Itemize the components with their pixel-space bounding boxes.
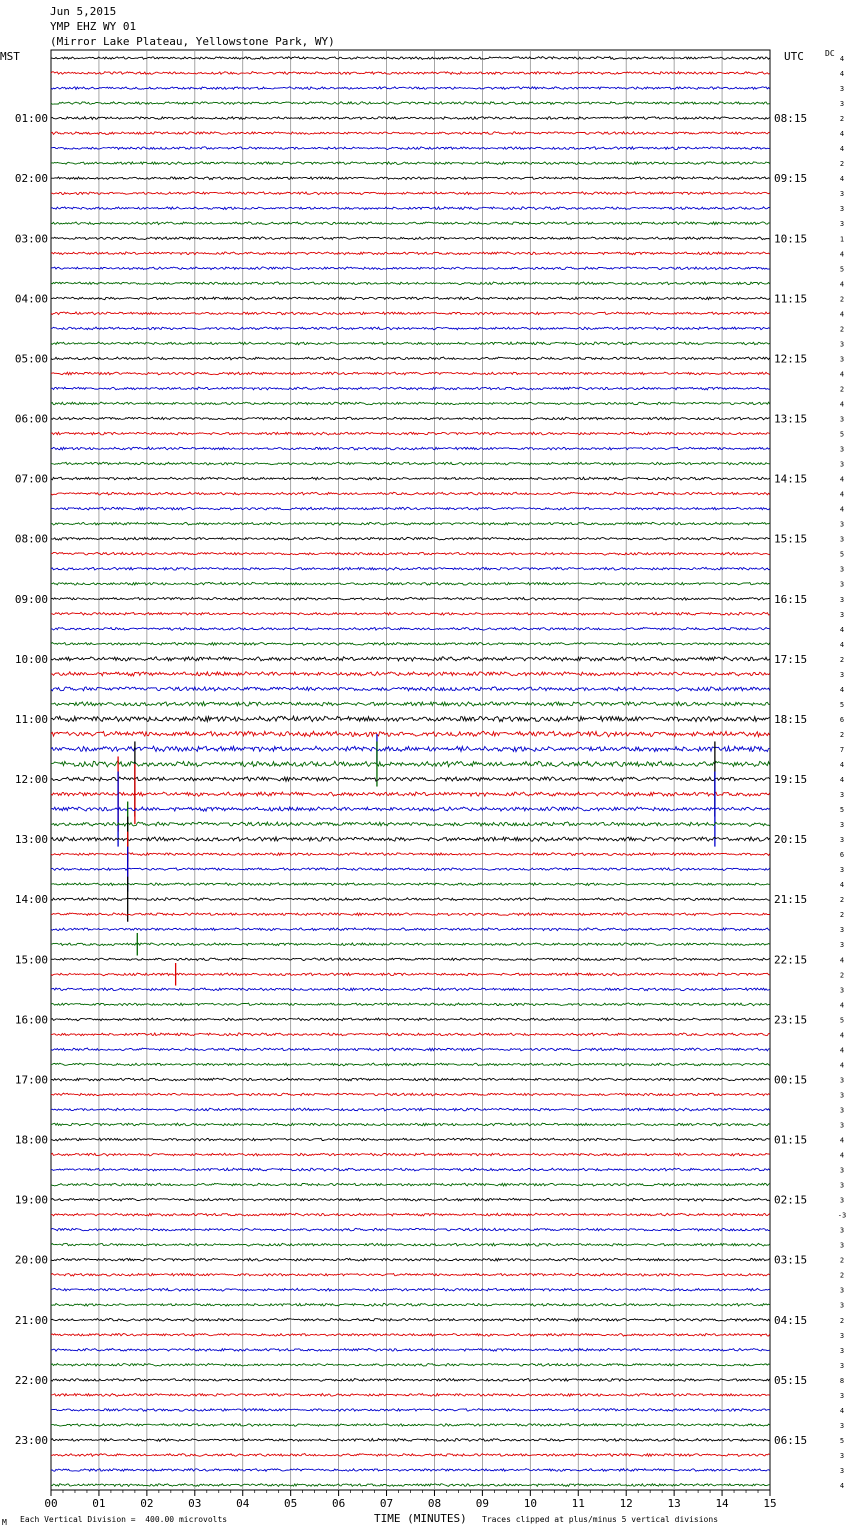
trace-line [51,1424,770,1427]
trace-line [51,357,770,360]
mst-hour-label: 22:00 [14,1373,48,1387]
right-zone-label: UTC [784,50,804,63]
x-tick-label-10: 10 [523,1497,537,1510]
dc-offset-label: 7 [839,745,845,754]
dc-offset-label: 3 [839,445,845,454]
dc-offset-label: 3 [839,580,845,589]
trace-line [51,1078,770,1081]
mst-hour-label: 20:00 [14,1253,48,1267]
trace-line [51,746,770,751]
trace-line [51,552,770,555]
mst-hour-label: 03:00 [14,232,48,246]
utc-hour-label: 06:15 [774,1433,808,1447]
x-tick-label-05: 05 [284,1497,298,1510]
trace-line [51,1018,770,1021]
trace-line [51,1048,770,1051]
dc-offset-label: 3 [839,220,845,229]
dc-offset-label: 4 [839,956,845,965]
dc-offset-label: 2 [839,295,845,304]
utc-hour-label: 16:15 [774,592,808,606]
x-tick-label-06: 06 [331,1497,346,1510]
dc-offset-label: 3 [839,415,845,424]
dc-offset-label: 3 [839,1391,845,1400]
dc-offset-label: 3 [839,1181,845,1190]
dc-offset-label: 5 [839,430,845,439]
left-zone-label: MST [0,50,20,63]
trace-line [51,312,770,315]
trace-line [51,492,770,495]
dc-offset-label: 2 [839,896,845,905]
dc-offset-label: 3 [839,1196,845,1205]
dc-offset-label: 5 [839,700,845,709]
x-tick-label-08: 08 [427,1497,442,1510]
dc-offset-label: 4 [839,1406,845,1415]
trace-line [51,731,770,737]
dc-offset-label: 2 [839,385,845,394]
mst-hour-label: 01:00 [14,112,48,126]
corner-mark: M [2,1518,7,1527]
utc-hour-label: 09:15 [774,172,808,186]
dc-offset-label: 3 [839,866,845,875]
trace-line [51,898,770,901]
dc-offset-label: 4 [839,400,845,409]
trace-line [51,1484,770,1487]
utc-hour-label: 05:15 [774,1373,808,1387]
dc-offset-label: 3 [839,1091,845,1100]
mst-hour-label: 15:00 [14,953,48,967]
dc-offset-label: 3 [839,836,845,845]
clip-note: Traces clipped at plus/minus 5 vertical divisions [482,1515,719,1524]
dc-offset-label: 3 [839,520,845,529]
trace-line [51,222,770,225]
x-tick-label-00: 00 [44,1497,58,1510]
trace-line [51,853,770,856]
mst-hour-label: 13:00 [14,833,48,847]
dc-offset-label: 3 [839,1106,845,1115]
trace-line [51,192,770,195]
dc-offset-label: 3 [839,1226,845,1235]
trace-line [51,868,770,871]
dc-offset-label: 3 [839,986,845,995]
trace-line [51,402,770,405]
dc-offset-label: 5 [839,265,845,274]
trace-line [51,792,770,796]
dc-offset-label: 1 [839,235,845,244]
dc-offset-label: 3 [839,355,845,364]
trace-line [51,612,770,615]
dc-offset-label: 2 [839,911,845,920]
dc-offset-label: 4 [839,475,845,484]
utc-hour-label: 22:15 [774,953,808,967]
trace-line [51,1348,770,1351]
dc-offset-label: 5 [839,1016,845,1025]
trace-line [51,342,770,345]
utc-hour-label: 20:15 [774,833,808,847]
trace-line [51,432,770,435]
trace-line [51,507,770,510]
trace-line [51,522,770,525]
dc-offset-label: 4 [839,175,845,184]
dc-offset-label: 4 [839,640,845,649]
trace-line [51,297,770,300]
trace-line [51,761,770,767]
dc-offset-label: 3 [839,1451,845,1460]
trace-line [51,1318,770,1321]
utc-hour-label: 14:15 [774,472,808,486]
dc-offset-label: 3 [839,791,845,800]
utc-hour-label: 19:15 [774,773,808,787]
x-tick-label-14: 14 [715,1497,729,1510]
dc-offset-label: 2 [839,655,845,664]
trace-line [51,1153,770,1156]
dc-offset-label: 4 [839,1482,845,1490]
mst-hour-label: 18:00 [14,1133,48,1147]
utc-hour-label: 15:15 [774,532,808,546]
mst-hour-label: 21:00 [14,1313,48,1327]
utc-hour-label: 17:15 [774,652,808,666]
trace-group [51,57,770,1487]
utc-hour-label: 18:15 [774,712,808,726]
dc-offset-label: 3 [839,670,845,679]
trace-line [51,687,770,691]
trace-line [51,1123,770,1126]
mst-hour-label: 04:00 [14,292,48,306]
trace-line [51,1334,770,1337]
trace-line [51,537,770,540]
trace-line [51,132,770,135]
trace-line [51,252,770,255]
trace-line [51,147,770,150]
mst-hour-label: 11:00 [14,712,48,726]
utc-hour-label: 08:15 [774,112,808,126]
trace-line [51,657,770,661]
dc-offset-label: 4 [839,130,845,139]
dc-offset-label: 4 [839,1151,845,1160]
x-tick-label-04: 04 [236,1497,250,1510]
trace-line [51,1168,770,1171]
mst-hour-label: 17:00 [14,1073,48,1087]
x-tick-label-03: 03 [188,1497,202,1510]
x-axis-title: TIME (MINUTES) [374,1512,467,1525]
x-tick-label-15: 15 [763,1497,777,1510]
dc-offset-label: 3 [839,85,845,94]
dc-offset-label: 8 [839,1376,845,1385]
header-date: Jun 5,2015 [50,5,117,18]
dc-offset-label: 4 [839,310,845,319]
dc-offset-label: 3 [839,460,845,469]
dc-offset-label: 2 [839,1271,845,1280]
dc-offset-label: 3 [839,595,845,604]
mst-hour-label: 12:00 [14,773,48,787]
dc-offset-label: 3 [839,565,845,574]
trace-line [51,387,770,390]
dc-offset-label: 4 [839,280,845,289]
dc-offset-label: 6 [839,715,845,724]
trace-line [51,1033,770,1036]
dc-offset-label: 4 [839,776,845,785]
dc-offset-label: 3 [839,941,845,950]
dc-offset-label: 3 [839,821,845,830]
trace-line [51,643,770,646]
dc-offset-label: 5 [839,550,845,559]
dc-offset-label: 3 [839,1076,845,1085]
utc-hour-label: 23:15 [774,1013,808,1027]
trace-line [51,973,770,976]
dc-offset-label: 2 [839,160,845,169]
mst-hour-label: 09:00 [14,592,48,606]
x-tick-label-09: 09 [475,1497,490,1510]
trace-line [51,87,770,90]
trace-line [51,1108,770,1111]
dc-offset-label: 4 [839,55,845,63]
dc-label: DC [825,49,835,58]
utc-hour-label: 12:15 [774,352,808,366]
mst-hour-label: 06:00 [14,412,48,426]
dc-offset-label: 4 [839,1061,845,1070]
dc-offset-label: 4 [839,250,845,259]
dc-offset-label: 4 [839,145,845,154]
dc-offset-label: 3 [839,205,845,214]
dc-offset-label: 4 [839,490,845,499]
x-tick-label-11: 11 [571,1497,585,1510]
dc-offset-label: 2 [839,325,845,334]
trace-line [51,1228,770,1231]
dc-offset-label: 4 [839,1136,845,1145]
trace-line [51,1213,770,1216]
dc-offset-label: 2 [839,730,845,739]
trace-line [51,1469,770,1472]
trace-line [51,807,770,811]
trace-line [51,582,770,585]
minute-grid [51,50,770,1496]
dc-offset-label: -3 [837,1211,847,1220]
dc-offset-label: 4 [839,881,845,890]
trace-line [51,327,770,330]
trace-line [51,102,770,105]
utc-hour-label: 10:15 [774,232,808,246]
dc-offset-label: 3 [839,100,845,109]
dc-offset-label: 3 [839,1121,845,1130]
dc-offset-label: 3 [839,1466,845,1475]
dc-offset-label: 3 [839,1331,845,1340]
header-station: YMP EHZ WY 01 [50,20,137,33]
trace-line [51,1138,770,1141]
dc-offset-label: 2 [839,1256,845,1265]
mst-hour-label: 16:00 [14,1013,48,1027]
dc-offset-label: 2 [839,971,845,980]
trace-line [51,1273,770,1276]
trace-line [51,988,770,991]
trace-line [51,1093,770,1096]
dc-offset-label: 4 [839,70,845,79]
dc-offset-label: 3 [839,926,845,935]
trace-line [51,627,770,630]
dc-offset-label: 5 [839,1436,845,1445]
trace-line [51,162,770,165]
mst-hour-label: 08:00 [14,532,48,546]
trace-line [51,943,770,946]
trace-line [51,1439,770,1442]
trace-line [51,462,770,465]
x-tick-label-01: 01 [92,1497,106,1510]
utc-hour-label: 21:15 [774,893,808,907]
dc-offset-label: 4 [839,1031,845,1040]
utc-hour-label: 11:15 [774,292,808,306]
dc-offset-label: 4 [839,1046,845,1055]
mst-hour-label: 14:00 [14,893,48,907]
trace-line [51,1379,770,1382]
utc-hour-label: 04:15 [774,1313,808,1327]
dc-offset-label: 4 [839,625,845,634]
dc-offset-label: 3 [839,610,845,619]
trace-line [51,837,770,841]
dc-offset-label: 3 [839,1241,845,1250]
trace-line [51,57,770,60]
trace-line [51,1288,770,1291]
trace-line [51,1243,770,1246]
mst-hour-label: 10:00 [14,652,48,666]
utc-hour-label: 00:15 [774,1073,808,1087]
x-tick-label-13: 13 [667,1497,681,1510]
trace-line [51,177,770,180]
dc-offset-label: 3 [839,1166,845,1175]
trace-line [51,1364,770,1367]
mst-hour-label: 05:00 [14,352,48,366]
trace-line [51,567,770,570]
trace-line [51,207,770,210]
dc-offset-label: 3 [839,1361,845,1370]
trace-line [51,702,770,706]
mst-hour-label: 19:00 [14,1193,48,1207]
dc-offset-label: 4 [839,1001,845,1010]
dc-offset-label: 3 [839,340,845,349]
mst-hour-label: 07:00 [14,472,48,486]
trace-line [51,417,770,420]
trace-line [51,672,770,676]
trace-line [51,1409,770,1412]
dc-offset-label: 3 [839,1346,845,1355]
trace-line [51,928,770,931]
scale-note: Each Vertical Division = 400.00 microvolts [20,1515,228,1524]
x-tick-label-07: 07 [379,1497,394,1510]
trace-line [51,372,770,375]
dc-offset-label: 3 [839,535,845,544]
trace-line [51,1063,770,1066]
trace-line [51,777,770,781]
mst-hour-label: 23:00 [14,1433,48,1447]
trace-line [51,237,770,240]
utc-hour-label: 03:15 [774,1253,808,1267]
trace-line [51,1258,770,1261]
dc-offset-label: 2 [839,1316,845,1325]
dc-offset-label: 5 [839,806,845,815]
label-group [15,55,846,1510]
dc-offset-label: 4 [839,370,845,379]
dc-offset-label: 3 [839,1301,845,1310]
trace-line [51,72,770,75]
dc-offset-label: 4 [839,505,845,514]
trace-line [51,1198,770,1201]
utc-hour-label: 13:15 [774,412,808,426]
trace-line [51,822,770,826]
trace-line [51,958,770,961]
utc-hour-label: 02:15 [774,1193,808,1207]
dc-offset-label: 3 [839,1286,845,1295]
trace-line [51,1454,770,1457]
x-tick-label-12: 12 [619,1497,633,1510]
trace-line [51,282,770,285]
dc-offset-label: 6 [839,851,845,860]
dc-offset-label: 3 [839,190,845,199]
trace-line [51,597,770,600]
mst-hour-label: 02:00 [14,172,48,186]
trace-line [51,117,770,120]
dc-offset-label: 3 [839,1421,845,1430]
trace-line [51,267,770,270]
trace-line [51,1183,770,1186]
trace-line [51,447,770,450]
x-tick-label-02: 02 [140,1497,154,1510]
dc-offset-label: 2 [839,115,845,124]
dc-offset-label: 4 [839,685,845,694]
trace-line [51,716,770,722]
trace-line [51,1303,770,1306]
trace-line [51,477,770,480]
dc-offset-label: 4 [839,760,845,769]
trace-line [51,883,770,886]
utc-hour-label: 01:15 [774,1133,808,1147]
trace-line [51,913,770,916]
header-location: (Mirror Lake Plateau, Yellowstone Park, WY) [50,35,335,48]
trace-line [51,1003,770,1006]
trace-line [51,1394,770,1397]
